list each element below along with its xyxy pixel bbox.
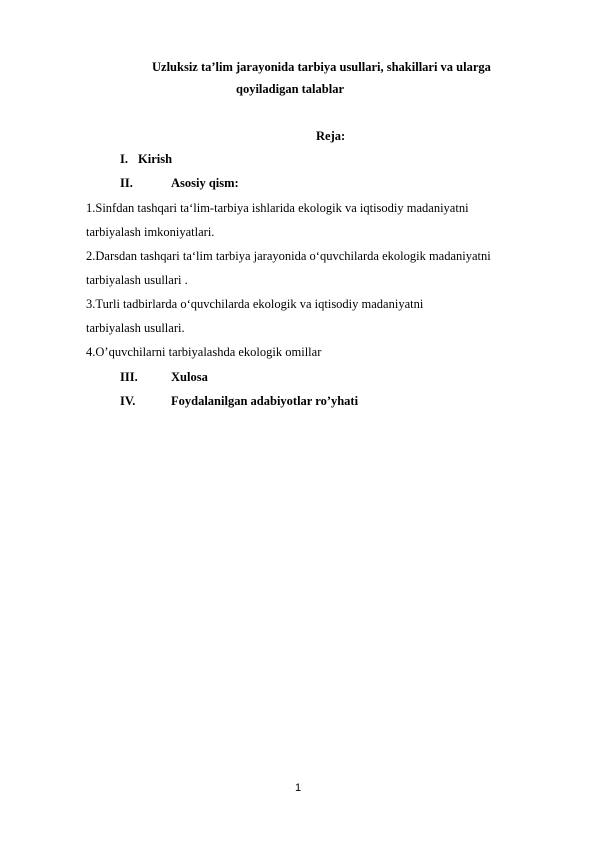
plan-heading: Reja:	[316, 129, 346, 143]
outline-text: Foydalanilgan adabiyotlar ro’yhati	[171, 394, 359, 408]
body-line: 3.Turli tadbirlarda o‘quvchilarda ekologik va iqtisodiy madaniyatni	[86, 297, 424, 311]
body-line: tarbiyalash imkoniyatlari.	[86, 225, 215, 239]
outline-number: IV.	[120, 394, 136, 408]
page-number: 1	[294, 782, 302, 794]
outline-number: I.	[120, 152, 128, 166]
document-title-line-1: Uzluksiz ta’lim jarayonida tarbiya usullari, shakillari va ularga	[152, 60, 491, 74]
body-line: 4.O’quvchilarni tarbiyalashda ekologik omillar	[86, 345, 322, 359]
body-line: 1.Sinfdan tashqari ta‘lim-tarbiya ishlarida ekologik va iqtisodiy madaniyatni	[86, 201, 469, 215]
outline-number: III.	[120, 370, 138, 384]
body-line: 2.Darsdan tashqari ta‘lim tarbiya jarayonida o‘quvchilarda ekologik madaniyatni	[86, 249, 491, 263]
outline-number: II.	[120, 176, 133, 190]
document-title-line-2: qoyiladigan talablar	[236, 82, 345, 96]
outline-text: Kirish	[138, 152, 173, 166]
outline-text: Asosiy qism:	[171, 176, 239, 190]
body-line: tarbiyalash usullari.	[86, 321, 185, 335]
body-line: tarbiyalash usullari .	[86, 273, 188, 287]
outline-text: Xulosa	[171, 370, 208, 384]
